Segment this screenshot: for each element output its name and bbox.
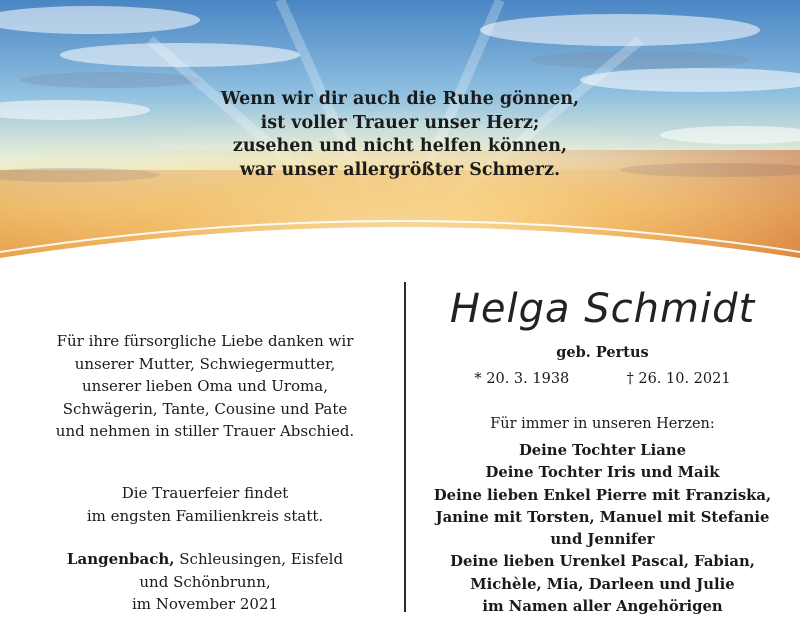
place-line-2: und Schönbrunn, [139, 572, 271, 591]
ceremony-notice [30, 482, 380, 527]
ceremony-line: im engsten Familienkreis statt. [86, 506, 324, 525]
ceremony-line: Die Trauerfeier findet [121, 484, 289, 502]
thanks-text [30, 330, 380, 443]
life-dates [425, 369, 780, 389]
memorial-verse [0, 88, 800, 182]
thanks-line: und nehmen in stiller Trauer Abschied. [55, 422, 355, 440]
forever-heading: Für immer in unseren Herzen: [490, 416, 715, 432]
death-cross-icon: † [626, 371, 634, 387]
thanks-line: unserer lieben Oma und Uroma, [82, 377, 328, 395]
mourner-line: Deine lieben Enkel Pierre mit Franziska, [433, 486, 772, 504]
mourner-line: Michèle, Mia, Darleen und Julie [470, 575, 735, 593]
verse-line: zusehen und nicht helfen können, [232, 136, 568, 156]
birth-date: 20. 3. 1938 [486, 371, 570, 387]
place-and-date [30, 548, 380, 616]
mourner-line: und Jennifer [550, 531, 655, 549]
place-rest: Schleusingen, Eisfeld [179, 550, 344, 568]
death-date: 26. 10. 2021 [638, 371, 731, 387]
mourner-line: Deine Tochter Liane [518, 442, 687, 459]
thanks-line: unserer Mutter, Schwiegermutter, [74, 354, 336, 373]
column-divider [404, 282, 406, 612]
thanks-line: Schwägerin, Tante, Cousine und Pate [62, 399, 348, 418]
place-line-3: im November 2021 [131, 595, 279, 613]
thanks-line: Für ihre fürsorgliche Liebe danken wir [56, 332, 354, 350]
mourner-line: Deine lieben Urenkel Pascal, Fabian, [450, 553, 755, 571]
place-line-1 [30, 548, 380, 571]
mourner-line: im Namen aller Angehörigen [482, 598, 723, 616]
mourner-line: Deine Tochter Iris und Maik [485, 464, 720, 482]
place-town: Langenbach, [66, 550, 175, 568]
maiden-name: geb. Pertus [556, 344, 649, 361]
verse-line: ist voller Trauer unser Herz; [260, 112, 540, 133]
mourner-line: Janine mit Torsten, Manuel mit Stefanie [435, 508, 770, 526]
verse-line: war unser allergrößter Schmerz. [239, 159, 561, 180]
verse-line: Wenn wir dir auch die Ruhe gönnen, [220, 89, 580, 109]
mourners-list [425, 440, 780, 618]
birth-star-icon: * [474, 371, 482, 387]
deceased-name: Helga Schmidt [449, 286, 756, 332]
